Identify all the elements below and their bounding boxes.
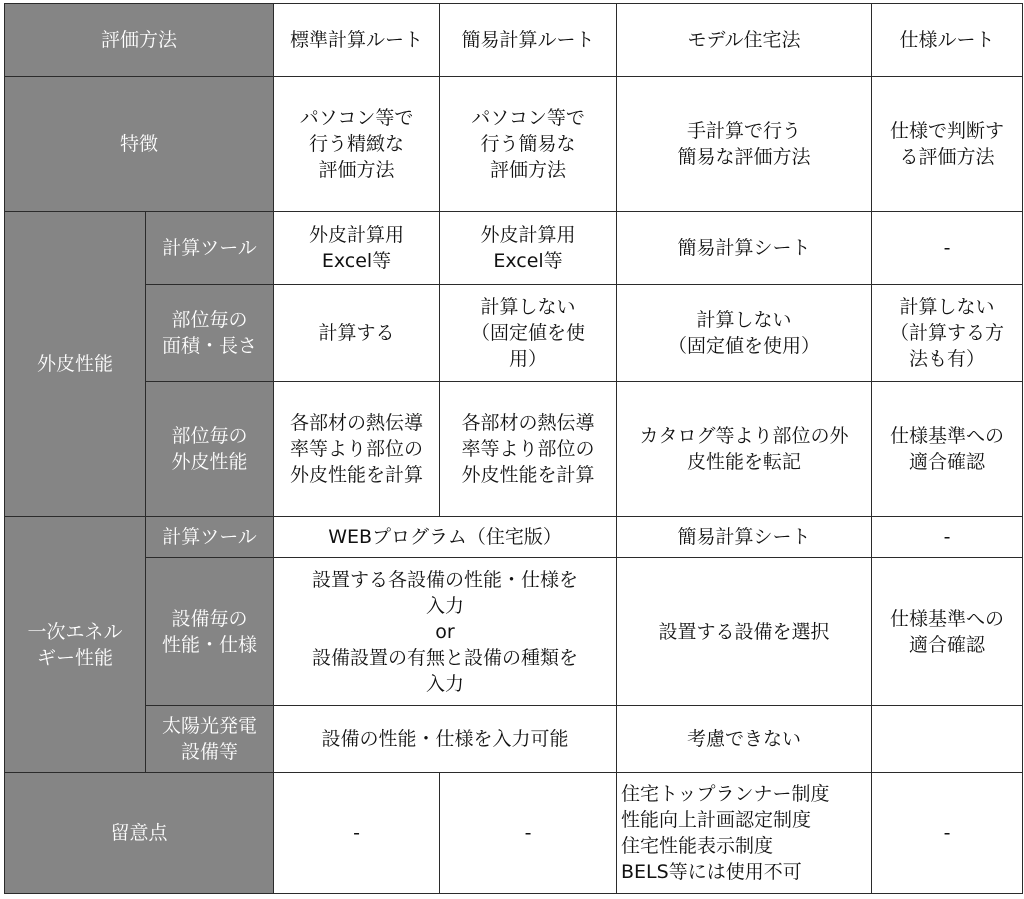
table-cell bbox=[872, 706, 1023, 773]
table-cell: 仕様基準への 適合確認 bbox=[872, 382, 1023, 517]
table-cell-merged: 設備の性能・仕様を入力可能 bbox=[274, 706, 617, 773]
envelope-tool-label: 計算ツール bbox=[146, 212, 274, 285]
notes-row bbox=[5, 773, 1023, 894]
table-cell: 設置する設備を選択 bbox=[617, 558, 872, 706]
energy-tool-label: 計算ツール bbox=[146, 517, 274, 558]
header-simple-route: 簡易計算ルート bbox=[440, 4, 617, 77]
table-cell: - bbox=[872, 517, 1023, 558]
envelope-group-label: 外皮性能 bbox=[5, 212, 146, 517]
table-cell: 計算しない （固定値を使用） bbox=[617, 285, 872, 382]
energy-equipment-label: 設備毎の 性能・仕様 bbox=[146, 558, 274, 706]
envelope-performance-row bbox=[5, 382, 1023, 517]
envelope-area-row bbox=[5, 285, 1023, 382]
notes-label: 留意点 bbox=[5, 773, 274, 894]
table-cell: - bbox=[872, 773, 1023, 894]
table-cell: - bbox=[872, 212, 1023, 285]
energy-solar-label: 太陽光発電 設備等 bbox=[146, 706, 274, 773]
table-cell: - bbox=[440, 773, 617, 894]
table-cell: 簡易計算シート bbox=[617, 212, 872, 285]
header-corner-cell: 評価方法 bbox=[5, 4, 274, 77]
table-cell: 計算しない （固定値を使 用） bbox=[440, 285, 617, 382]
energy-group-label: 一次エネル ギー性能 bbox=[5, 517, 146, 773]
header-model-house: モデル住宅法 bbox=[617, 4, 872, 77]
features-cell: パソコン等で 行う簡易な 評価方法 bbox=[440, 77, 617, 212]
table-cell: 考慮できない bbox=[617, 706, 872, 773]
header-row bbox=[5, 4, 1023, 77]
table-cell: 計算しない （計算する方 法も有） bbox=[872, 285, 1023, 382]
features-label: 特徴 bbox=[5, 77, 274, 212]
table-cell: 外皮計算用 Excel等 bbox=[440, 212, 617, 285]
features-cell: パソコン等で 行う精緻な 評価方法 bbox=[274, 77, 440, 212]
energy-solar-row bbox=[5, 706, 1023, 773]
features-cell: 仕様で判断す る評価方法 bbox=[872, 77, 1023, 212]
header-spec-route: 仕様ルート bbox=[872, 4, 1023, 77]
table-cell: 外皮計算用 Excel等 bbox=[274, 212, 440, 285]
table-cell: 計算する bbox=[274, 285, 440, 382]
table-cell: 各部材の熱伝導 率等より部位の 外皮性能を計算 bbox=[274, 382, 440, 517]
table-cell: 簡易計算シート bbox=[617, 517, 872, 558]
features-row bbox=[5, 77, 1023, 212]
comparison-table bbox=[4, 3, 1023, 894]
header-standard-route: 標準計算ルート bbox=[274, 4, 440, 77]
table-cell: 住宅トップランナー制度 性能向上計画認定制度 住宅性能表示制度 BELS等には使用不可 bbox=[617, 773, 872, 894]
table-cell-merged: 設置する各設備の性能・仕様を 入力 or 設備設置の有無と設備の種類を 入力 bbox=[274, 558, 617, 706]
table-cell: 各部材の熱伝導 率等より部位の 外皮性能を計算 bbox=[440, 382, 617, 517]
envelope-performance-label: 部位毎の 外皮性能 bbox=[146, 382, 274, 517]
envelope-tool-row bbox=[5, 212, 1023, 285]
table-cell-merged: WEBプログラム（住宅版） bbox=[274, 517, 617, 558]
table-cell: カタログ等より部位の外 皮性能を転記 bbox=[617, 382, 872, 517]
table-cell: - bbox=[274, 773, 440, 894]
energy-equipment-row bbox=[5, 558, 1023, 706]
features-cell: 手計算で行う 簡易な評価方法 bbox=[617, 77, 872, 212]
envelope-area-label: 部位毎の 面積・長さ bbox=[146, 285, 274, 382]
table-cell: 仕様基準への 適合確認 bbox=[872, 558, 1023, 706]
energy-tool-row bbox=[5, 517, 1023, 558]
